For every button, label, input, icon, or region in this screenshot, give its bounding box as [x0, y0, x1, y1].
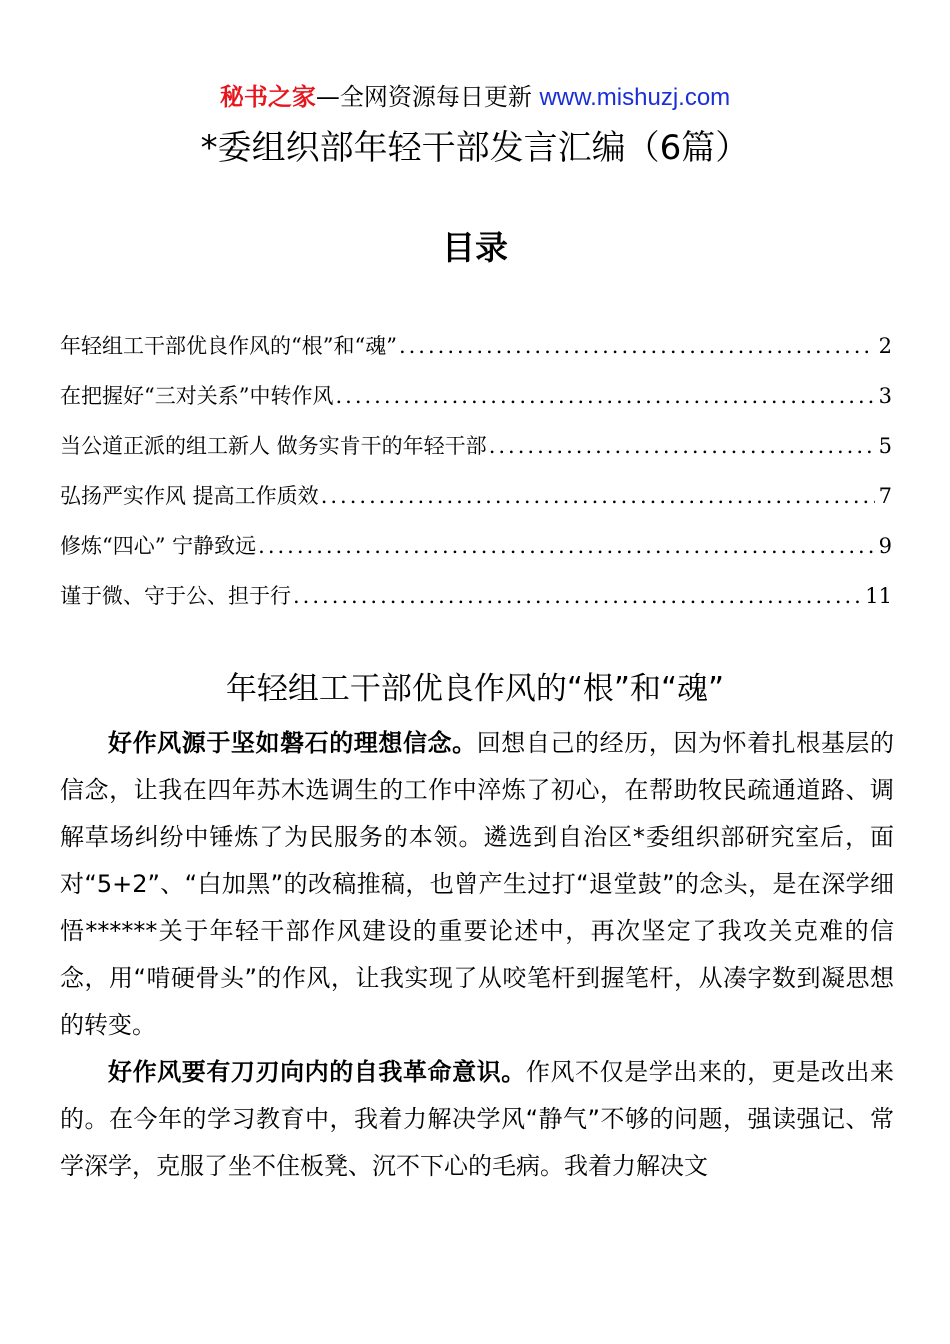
toc-entry-page: 2 — [878, 334, 892, 358]
toc-entry-page: 3 — [878, 384, 892, 408]
toc-entry-title: 年轻组工干部优良作风的“根”和“魂” — [60, 334, 397, 358]
brand-name: 秘书之家 — [219, 83, 316, 111]
toc-heading: 目录 — [442, 228, 508, 267]
toc-leader-dots — [321, 476, 875, 516]
document-title: *委组织部年轻干部发言汇编（6篇） — [200, 128, 750, 168]
site-url-link[interactable]: www.mishuzj.com — [539, 84, 731, 111]
paragraph-text: 回想自己的经历，因为怀着扎根基层的信念，让我在四年苏木选调生的工作中淬炼了初心，在帮助牧民疏通道路、调解草场纠纷中锤炼了为民服务的本领。遴选到自治区*委组织部研究室后，面对“5+2”、“白加黑”的改稿推稿，也曾产生过打“退堂鼓”的念头，是在深学细悟******关于年轻干部作风建设的重要论述中，再次坚定了我攻关克难的信念，用“啃硬骨头”的作风，让我实现了从咬笔杆到握笔杆，从凑字数到凝思想的转变。 — [60, 729, 895, 1039]
toc-entry-title: 谨于微、守于公、担于行 — [60, 584, 291, 608]
toc-entry-title: 在把握好“三对关系”中转作风 — [60, 384, 334, 408]
toc-entry-title: 当公道正派的组工新人 做务实肯干的年轻干部 — [60, 434, 487, 458]
paragraph-text: 作风不仅是学出来的，更是改出来的。在今年的学习教育中，我着力解决学风“静气”不够的问题，强读强记、常学深学，克服了坐不住板凳、沉不下心的毛病。我着力解决文 — [60, 1058, 895, 1180]
toc-entry[interactable] — [60, 376, 892, 426]
toc-leader-dots — [489, 426, 875, 466]
section-title: 年轻组工干部优良作风的“根”和“魂” — [225, 671, 725, 707]
toc-entry-title: 弘扬严实作风 提高工作质效 — [60, 484, 319, 508]
section-body — [60, 720, 894, 1190]
toc-entry-page: 5 — [878, 434, 892, 458]
paragraph-lead: 好作风要有刀刃向内的自我革命意识。 — [108, 1058, 526, 1086]
toc-leader-dots — [399, 326, 875, 366]
paragraph-lead: 好作风源于坚如磐石的理想信念。 — [108, 729, 477, 757]
site-banner — [0, 82, 950, 113]
toc-leader-dots — [293, 576, 861, 616]
body-paragraph — [60, 720, 894, 1049]
toc-entry[interactable] — [60, 576, 892, 626]
toc-entry[interactable] — [60, 426, 892, 476]
toc-entry-title: 修炼“四心” 宁静致远 — [60, 534, 257, 558]
toc-entry[interactable] — [60, 326, 892, 376]
toc-entry-page: 7 — [878, 484, 892, 508]
table-of-contents — [60, 326, 892, 626]
body-paragraph — [60, 1049, 894, 1190]
toc-entry[interactable] — [60, 476, 892, 526]
toc-entry[interactable] — [60, 526, 892, 576]
toc-entry-page: 11 — [865, 584, 892, 608]
banner-tagline: —全网资源每日更新 — [315, 83, 540, 111]
toc-leader-dots — [335, 376, 874, 416]
toc-leader-dots — [258, 526, 874, 566]
toc-entry-page: 9 — [878, 534, 892, 558]
